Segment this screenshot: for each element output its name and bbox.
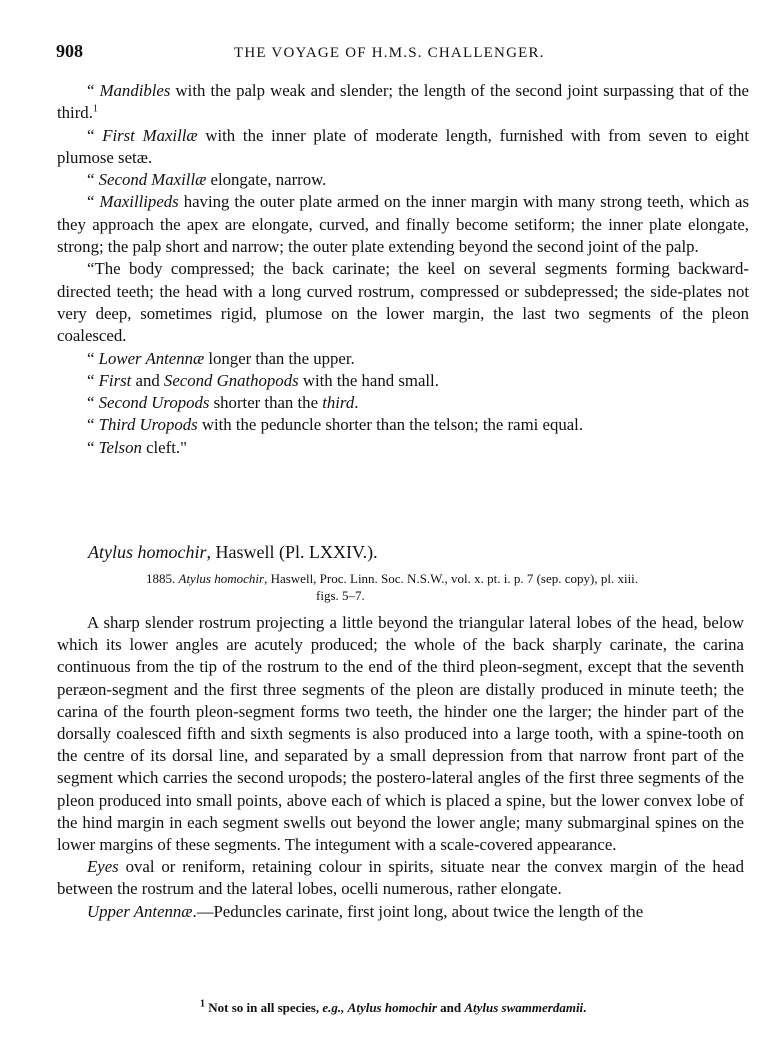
footnote-text-a: Not so in all species, xyxy=(205,1000,323,1015)
mandibles-paragraph: “ Mandibles with the palp weak and slender; the length of the second joint surpassing that of the third.$^1$ xyxy=(57,81,749,123)
species-authority: , Haswell (Pl. LXXIV.). xyxy=(206,542,378,562)
second-maxillae-term: Second Maxillæ xyxy=(98,170,207,190)
body-text: The body compressed; the back carinate; the keel on several segments forming backward-directed teeth; the head with a long curved rostrum, compressed or subdepressed; the side-plates not very deep, sometimes rigid, plumose on the lower margin, the last two segments of the pleon coalesced. xyxy=(57,259,749,346)
description-paragraph: A sharp slender rostrum projecting a little beyond the triangular lateral lobes of the head, below which its lower angles are acutely produced; the whole of the back sharply carinate, the carina continuous from the tip of the rostrum to the end of the third pleon-segment, except that the seventh peræon-segment and the first three segments of the pleon are distally produced in minute teeth; the carina of the fourth pleon-segment forms two teeth, the hinder one the larger; the hinder part of the dorsally coalesced fifth and sixth segments is also produced into a large tooth, with a spine-tooth on the centre of its dorsal line, and separated by a small depression from that narrow front part of the segment which carries the second uropods; the postero-lateral angles of the first three segments of the pleon produced into small points, above each of which is placed a spine, but the lower convex lobe of the hind margin in each segment swells out beyond the lower angle; many submarginal spines on the lower margins of these segments. The integument with a scale-covered appearance. xyxy=(57,613,744,855)
body-paragraph: “The body compressed; the back carinate; the keel on several segments forming backward-directed teeth; the head with a long curved rostrum, compressed or subdepressed; the side-plates not very deep, sometimes rigid, plumose on the lower margin, the last two segments of the pleon coalesced. xyxy=(57,259,749,346)
third-uropods-term: Third Uropods xyxy=(98,415,198,435)
species-heading xyxy=(88,541,378,563)
footnote-and: and xyxy=(436,1000,465,1015)
second-uropods-end: . xyxy=(354,393,359,413)
first-maxillae-text: with the inner plate of moderate length, furnished with from seven to eight plumose setæ. xyxy=(57,125,749,167)
citation-year: 1885. xyxy=(146,571,176,586)
second-uropods-term: Second Uropods xyxy=(98,393,210,413)
maxillipeds-paragraph: “ Maxillipeds having the outer plate armed on the inner margin with many strong teeth, which as they approach the apex are elongate, curved, and finally become setiform; the inner plate elongate, strong; the palp short and narrow; the outer plate extending beyond the second joint of the palp. xyxy=(57,192,749,257)
eyes-term: Eyes xyxy=(87,857,119,877)
footnote-end: . xyxy=(583,1000,587,1015)
mandibles-term: Mandibles xyxy=(99,81,171,100)
citation-text: , Haswell, Proc. Linn. Soc. N.S.W., vol. x. pt. i. p. 7 (sep. copy), pl. xiii. xyxy=(264,571,639,586)
gnathopods-text: with the hand small. xyxy=(298,370,439,390)
page-number: 908 xyxy=(56,41,83,61)
upper-antennae-text: .—Peduncles carinate, first joint long, about twice the length of the xyxy=(192,901,644,921)
species-description xyxy=(57,612,744,923)
second-maxillae-paragraph: “ Second Maxillæ elongate, narrow. xyxy=(87,170,327,190)
footnote-reference: 1 xyxy=(92,103,98,115)
gnathopods-paragraph: “ First and Second Gnathopods with the hand small. xyxy=(87,370,439,390)
second-uropods-paragraph: “ Second Uropods shorter than the third. xyxy=(87,393,359,413)
lower-antennae-term: Lower Antennæ xyxy=(98,348,205,368)
second-maxillae-text: elongate, narrow. xyxy=(206,170,327,190)
upper-antennae-term: Upper Antennæ xyxy=(87,901,193,921)
lower-antennae-text: longer than the upper. xyxy=(204,348,355,368)
second-gnathopods-term: Second Gnathopods xyxy=(163,370,299,390)
lower-antennae-paragraph: “ Lower Antennæ longer than the upper. xyxy=(87,348,355,368)
maxillipeds-term: Maxillipeds xyxy=(99,192,179,212)
species-name: Atylus homochir xyxy=(88,542,207,562)
telson-text: cleft." xyxy=(141,437,187,457)
footnote-eg: e.g., xyxy=(322,1000,345,1015)
maxillipeds-text: having the outer plate armed on the inner margin with many strong teeth, which as they approach the apex are elongate, curved, and finally become setiform; the inner plate elongate, strong; the palp short and narrow; the outer plate extending beyond the second joint of the palp. xyxy=(57,192,749,257)
synonymy-citation xyxy=(146,570,749,604)
telson-paragraph: “ Telson cleft." xyxy=(87,437,187,457)
first-term: First xyxy=(98,370,132,390)
mandibles-text: with the palp weak and slender; the length of the second joint surpassing that of the third. xyxy=(57,81,749,123)
footnote xyxy=(200,1000,740,1016)
third-uropods-text: with the peduncle shorter than the telson; the rami equal. xyxy=(197,415,584,435)
footnote-species-1: Atylus homochir xyxy=(347,1000,437,1015)
first-maxillae-term: First Maxillæ xyxy=(102,125,198,145)
first-maxillae-paragraph: “ First Maxillæ with the inner plate of moderate length, furnished with from seven to eight plumose setæ. xyxy=(57,125,749,167)
eyes-paragraph xyxy=(57,856,744,900)
upper-antennae-paragraph xyxy=(57,901,744,923)
footnote-mark: 1 xyxy=(200,998,205,1010)
second-uropods-text: shorter than the xyxy=(209,393,323,413)
third-term: third xyxy=(322,393,355,413)
citation-name: Atylus homochir xyxy=(178,571,265,586)
running-head: THE VOYAGE OF H.M.S. CHALLENGER. xyxy=(234,45,545,61)
page-header xyxy=(56,40,746,66)
telson-term: Telson xyxy=(98,437,142,457)
eyes-text: oval or reniform, retaining colour in spirits, situate near the convex margin of the head between the rostrum and the lateral lobes, ocelli numerous, rather elongate. xyxy=(57,857,744,899)
genus-diagnosis-quote xyxy=(57,80,749,459)
footnote-species-2: Atylus swammerdamii xyxy=(464,1000,584,1015)
citation-figures: figs. 5–7. xyxy=(316,588,365,603)
and-text: and xyxy=(131,370,164,390)
third-uropods-paragraph: “ Third Uropods with the peduncle shorter than the telson; the rami equal. xyxy=(87,415,584,435)
